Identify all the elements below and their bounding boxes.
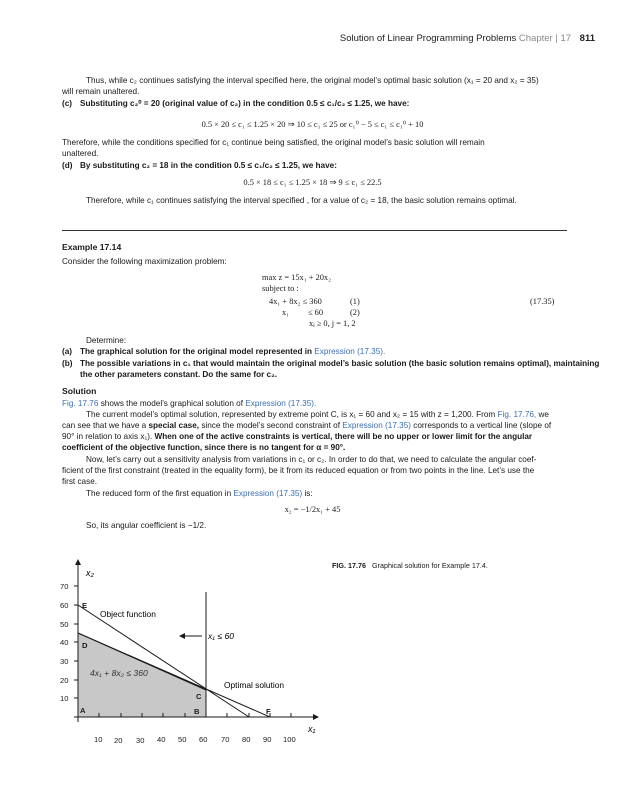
constraint-1-label: 4x₁ + 8x₂ ≤ 360 <box>90 668 148 678</box>
fig-link[interactable]: Fig. 17.76, <box>497 410 537 419</box>
x-tick-label: 60 <box>199 735 208 744</box>
header-title: Solution of Linear Programming Problems <box>339 33 517 44</box>
solution-line-7: ficient of the first constraint (treated in the equality form), be it from its reduced equation or from two points in the line. Let’s use the <box>62 466 535 475</box>
item-c-label: (c) <box>62 99 73 108</box>
y-tick-label: 10 <box>60 694 69 703</box>
paragraph-2: Therefore, while the conditions specified for c₁ continue being satisfied, the original model’s basic solution will remain <box>62 138 485 147</box>
solution-line-9: The reduced form of the first equation in Expression (17.35) is: <box>86 489 313 498</box>
point-label-f: F <box>266 707 271 716</box>
point-label-d: D <box>82 641 88 650</box>
item-d-text: By substituting c₂ = 18 in the condition 0.5 ≤ c₁/c₂ ≤ 1.25, we have: <box>80 161 337 170</box>
x-tick-label: 100 <box>283 735 296 744</box>
x-axis-label: x₁ <box>308 724 316 734</box>
paragraph-3: Therefore, while c₁ continues satisfying the interval specified , for a value of c₂ = 18, the basic solution remains optimal. <box>86 196 517 205</box>
running-header <box>340 33 595 44</box>
example-intro: Consider the following maximization problem: <box>62 257 227 266</box>
solution-line-4: 90° in relation to axis x₁). When one of the active constraints is vertical, there will be no upper or lower limit for the angular <box>62 432 533 441</box>
fig-link[interactable]: Fig. 17.76 <box>62 399 99 408</box>
header-chapter: Chapter | 17 <box>518 33 572 44</box>
x-tick-label: 10 <box>94 735 103 744</box>
solution-line-10: So, its angular coefficient is −1/2. <box>86 521 207 530</box>
x-tick-label: 80 <box>242 735 251 744</box>
point-label-b: B <box>194 707 200 716</box>
item-d-label: (d) <box>62 161 73 170</box>
equation-reduced: x₂ = −1/2x₁ + 45 <box>284 505 341 514</box>
model-constraint-1: 4x₁ + 8x₂ ≤ 360 <box>269 297 322 306</box>
x-ticks <box>94 713 296 745</box>
model-constraint-1-num: (1) <box>350 297 360 306</box>
constraint-2-label: x₁ ≤ 60 <box>208 631 235 641</box>
example-top-rule <box>62 230 567 231</box>
solution-line-8: first case. <box>62 477 98 486</box>
item-b-text-cont: the other parameters constant. Do the same for c₂. <box>80 370 278 379</box>
point-label-e: E <box>82 601 88 610</box>
y-tick-label: 70 <box>60 582 69 591</box>
y-tick-label: 50 <box>60 620 69 629</box>
graphical-solution-chart <box>0 550 625 750</box>
paragraph-2-cont: unaltered. <box>62 149 99 158</box>
item-a-label: (a) <box>62 347 73 356</box>
solution-line-5: coefficient of the objective function, since there is no tangent for α = 90°. <box>62 443 346 452</box>
x-tick-label: 20 <box>114 736 123 745</box>
y-axis-label: x₂ <box>86 568 94 578</box>
point-label-c: C <box>196 692 202 701</box>
figure-caption: FIG. 17.76 Graphical solution for Example 17.4. <box>332 561 488 570</box>
x-tick-label: 70 <box>221 735 230 744</box>
objective-function-label: Object function <box>100 609 156 619</box>
solution-line-6: Now, let’s carry out a sensitivity analysis from variations in c₁ or c₂. In order to do that, we need to calculate the angular coef- <box>86 455 537 464</box>
y-tick-label: 30 <box>60 657 69 666</box>
expression-link[interactable]: Expression (17.35) <box>342 421 411 430</box>
x-tick-label: 50 <box>178 735 187 744</box>
item-a-text: The graphical solution for the original model represented in Expression (17.35). <box>80 347 386 356</box>
item-b-text: The possible variations in c₁ that would maintain the original model’s basic solution (the basic solution remains optimal), maintaining <box>80 359 600 368</box>
page-number: 811 <box>579 33 595 44</box>
item-b-label: (b) <box>62 359 73 368</box>
example-title: Example 17.14 <box>62 242 122 252</box>
solution-line-2: The current model’s optimal solution, represented by extreme point C, is x₁ = 60 and x₂ = 15 with z = 1,200. From Fig. 17.76, we <box>86 410 549 419</box>
expression-link[interactable]: Expression (17.35). <box>245 399 317 408</box>
optimal-solution-label: Optimal solution <box>224 680 285 690</box>
paragraph-1: Thus, while c₂ continues satisfying the interval specified here, the original model’s optimal basic solution (x₁ = 20 and x₂ = 35) <box>86 76 539 85</box>
model-constraint-2-num: (2) <box>350 308 360 317</box>
expression-link[interactable]: Expression (17.35) <box>233 489 303 498</box>
model-subject: subject to : <box>262 284 299 293</box>
solution-line-3: can see that we have a special case, since the model’s second constraint of Expression (17.35) corresponds to a vertical line (slope of <box>62 421 552 430</box>
y-tick-label: 20 <box>60 676 69 685</box>
y-tick-label: 60 <box>60 601 69 610</box>
solution-line-1: Fig. 17.76 shows the model’s graphical solution of Expression (17.35). <box>62 399 317 408</box>
solution-heading: Solution <box>62 386 97 396</box>
equation-d: 0.5 × 18 ≤ c₁ ≤ 1.25 × 18 ⇒ 9 ≤ c₁ ≤ 22.5 <box>243 178 382 187</box>
y-tick-label: 40 <box>60 638 69 647</box>
model-equation-number: (17.35) <box>530 297 555 306</box>
x-tick-label: 40 <box>157 735 166 744</box>
model-constraint-2: x₁ ≤ 60 <box>282 308 324 317</box>
x-tick-label: 90 <box>263 735 272 744</box>
y-ticks <box>60 582 78 703</box>
model-nonnegativity: xⱼ ≥ 0, j = 1, 2 <box>309 319 356 328</box>
determine-label: Determine: <box>86 336 127 345</box>
point-label-a: A <box>80 706 86 715</box>
equation-c: 0.5 × 20 ≤ c₁ ≤ 1.25 × 20 ⇒ 10 ≤ c₁ ≤ 25 or c₁⁰ − 5 ≤ c₁ ≤ c₁⁰ + 10 <box>201 120 424 129</box>
expression-link[interactable]: Expression (17.35). <box>314 347 386 356</box>
item-c-text: Substituting c₂⁰ = 20 (original value of c₂) in the condition 0.5 ≤ c₁/c₂ ≤ 1.25, we have: <box>80 99 410 108</box>
paragraph-1-cont: will remain unaltered. <box>62 87 140 96</box>
x-tick-label: 30 <box>136 736 145 745</box>
model-objective: max z = 15x₁ + 20x₂ <box>262 273 332 282</box>
